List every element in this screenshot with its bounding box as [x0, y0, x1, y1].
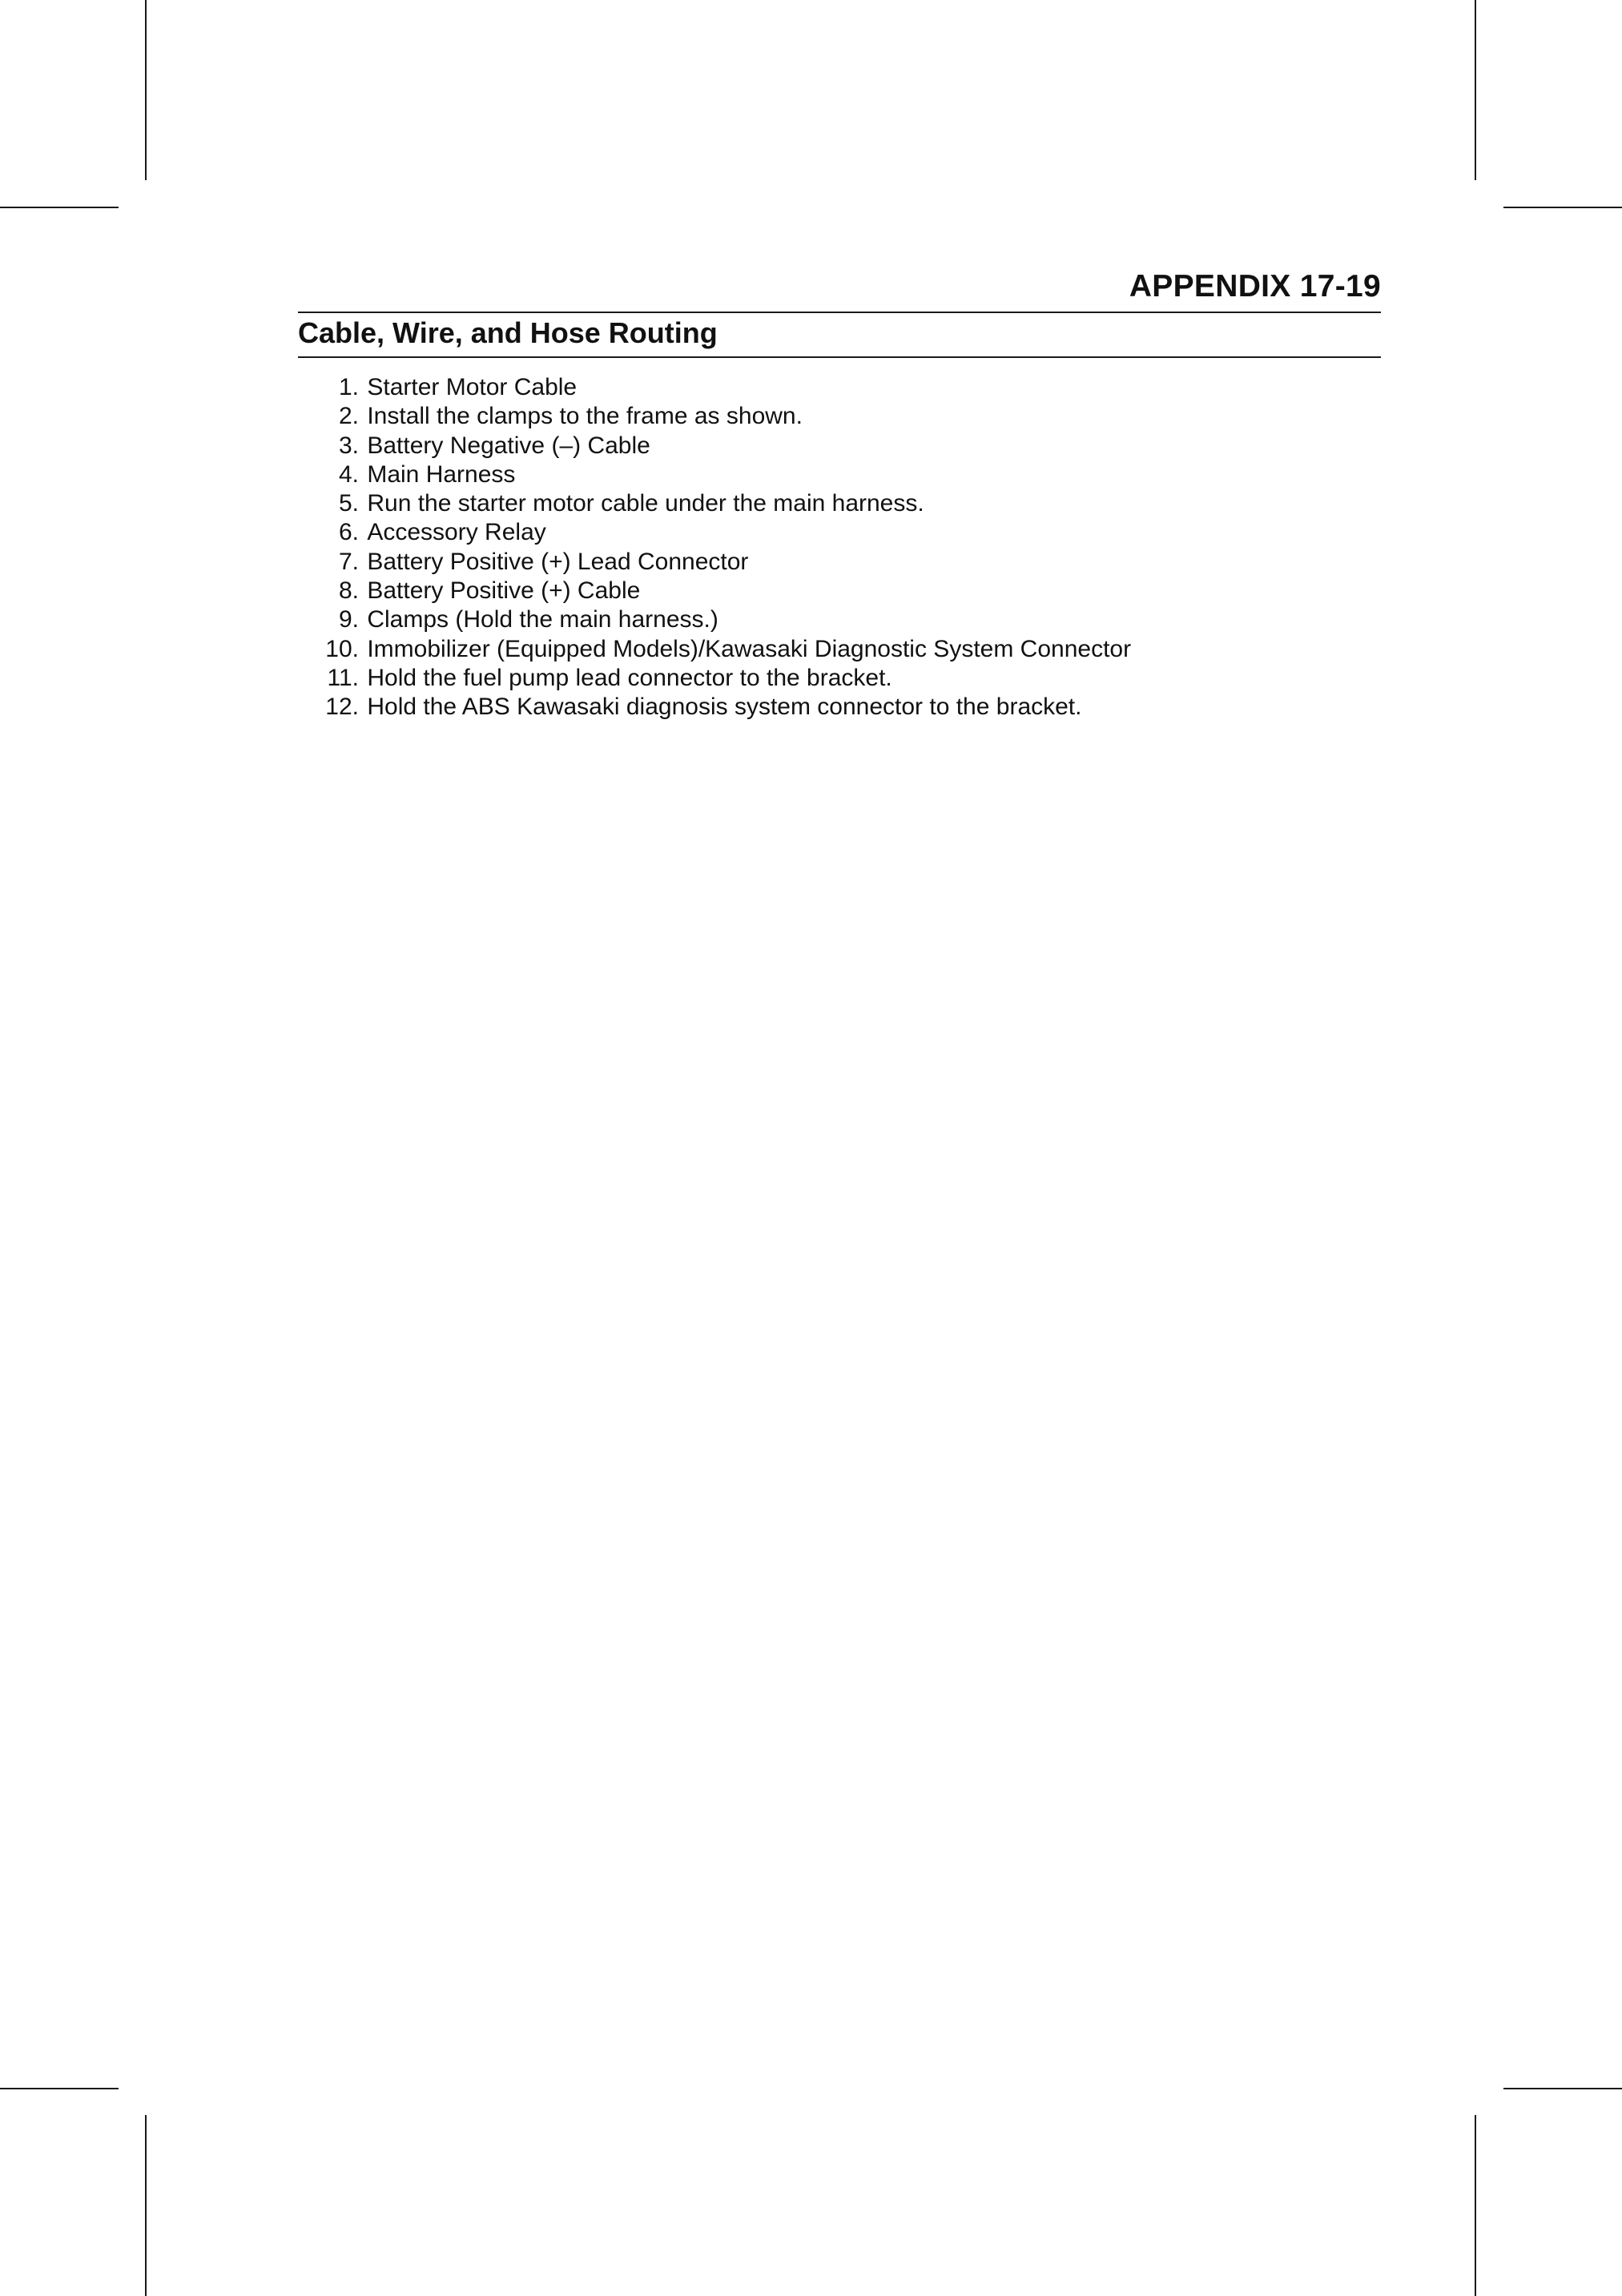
legend-item-number: 9. — [338, 606, 359, 633]
legend-item — [298, 693, 1381, 722]
legend-item-text: Hold the fuel pump lead connector to the bracket. — [367, 664, 892, 691]
legend-item-number: 2. — [338, 403, 359, 430]
legend-item — [298, 373, 1381, 402]
legend-item-number: 6. — [338, 519, 359, 546]
legend-item-number: 8. — [338, 577, 359, 605]
legend-item-number: 11. — [327, 664, 359, 691]
legend-item-number: 12. — [325, 694, 359, 721]
crop-mark-top-left-vertical — [145, 0, 147, 180]
page-header-label: APPENDIX 17-19 — [1129, 269, 1381, 304]
legend-item-number: 1. — [338, 374, 359, 400]
legend-item-number: 7. — [338, 548, 359, 575]
legend-item — [298, 605, 1381, 634]
legend-item — [298, 432, 1381, 460]
crop-mark-bottom-right-horizontal — [1503, 2088, 1622, 2089]
legend-item-text: Immobilizer (Equipped Models)/Kawasaki Diagnostic System Connector — [367, 635, 1132, 662]
crop-mark-top-right-vertical — [1475, 0, 1476, 180]
legend-item-text: Starter Motor Cable — [367, 374, 578, 400]
legend-item-text: Accessory Relay — [367, 519, 546, 546]
legend-item — [298, 635, 1381, 664]
legend-item-text: Battery Positive (+) Lead Connector — [367, 548, 749, 575]
legend-item-number: 3. — [338, 432, 359, 459]
legend-item-text: Battery Positive (+) Cable — [367, 577, 641, 605]
legend-item — [298, 548, 1381, 577]
crop-mark-top-left-horizontal — [0, 207, 119, 208]
legend-item-text: Install the clamps to the frame as shown. — [367, 403, 803, 430]
legend-list — [298, 373, 1381, 722]
legend-item — [298, 518, 1381, 547]
crop-mark-bottom-left-vertical — [145, 2115, 147, 2296]
legend-item — [298, 489, 1381, 518]
crop-mark-bottom-right-vertical — [1475, 2115, 1476, 2296]
section-title: Cable, Wire, and Hose Routing — [298, 316, 718, 349]
legend-item-text: Run the starter motor cable under the main harness. — [367, 490, 924, 517]
legend-item — [298, 402, 1381, 431]
legend-item-text: Battery Negative (–) Cable — [367, 432, 650, 459]
crop-mark-bottom-left-horizontal — [0, 2088, 119, 2089]
legend-item-text: Main Harness — [367, 460, 516, 488]
legend-item — [298, 577, 1381, 605]
legend-item-number: 10. — [325, 635, 359, 662]
legend-item — [298, 460, 1381, 489]
legend-item-text: Clamps (Hold the main harness.) — [367, 606, 718, 633]
legend-item-number: 4. — [338, 460, 359, 488]
legend-item-text: Hold the ABS Kawasaki diagnosis system connector to the bracket. — [367, 694, 1082, 721]
legend-item — [298, 664, 1381, 693]
crop-mark-top-right-horizontal — [1503, 207, 1622, 208]
legend-item-number: 5. — [338, 490, 359, 517]
section-title-rule — [298, 356, 1381, 358]
